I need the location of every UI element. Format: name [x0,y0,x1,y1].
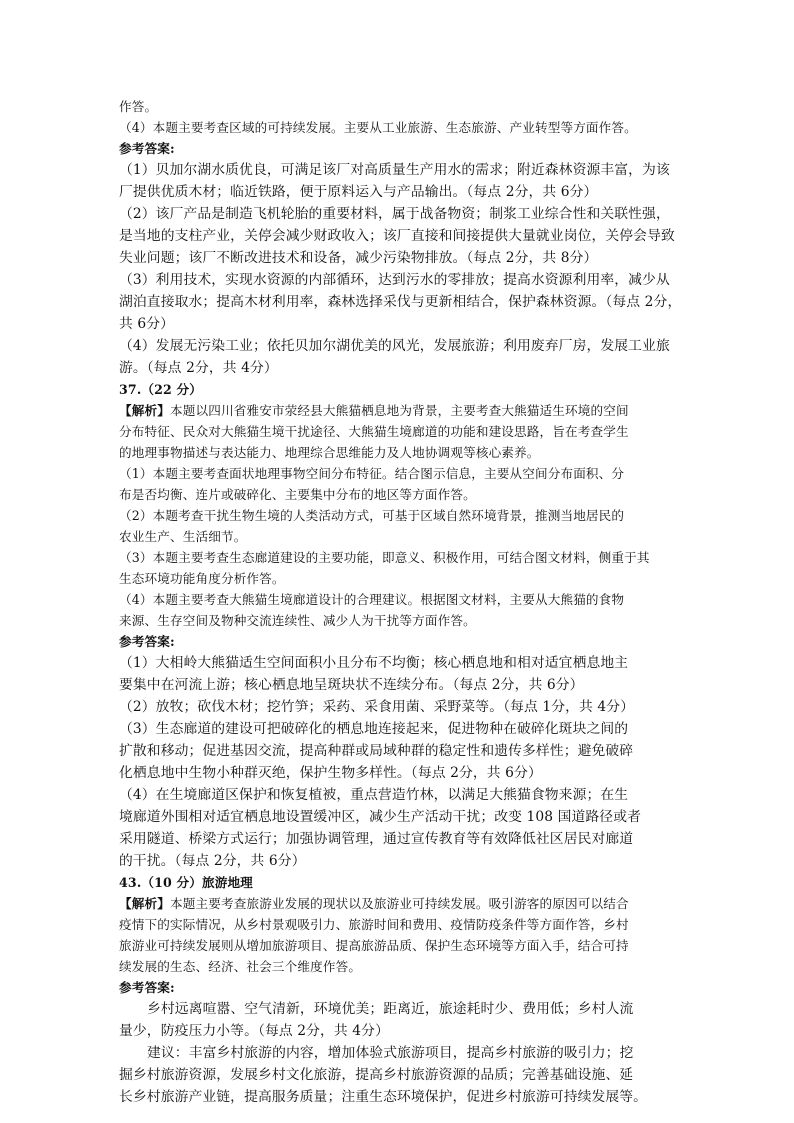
analysis-line: 的地理事物描述与表达能力、地理综合思维能力及人地协调观等核心素养。 [119,445,540,460]
answer-line: （2）放牧；砍伐木材；挖竹笋；采药、采食用菌、采野菜等。（每点 1分，共 4分） [119,699,635,715]
answer-line: 共 6分） [119,316,175,332]
answer-line: 湖泊直接取水；提高木材利用率，森林选择采伐与更新相结合，保护森林资源。（每点 2分， [119,294,682,310]
analysis-line: （2）本题考查干扰生物生境的人类活动方式，可基于区域自然环境背景，推测当地居民的 [119,508,625,523]
analysis-line: 来源、生存空间及物种交流连续性、减少人为干扰等方面作答。 [119,613,476,628]
answer-line: 化栖息地中生物小种群灭绝，保护生物多样性。（每点 2分，共 6分） [119,765,542,781]
answer-line: 厂提供优质木材；临近铁路，便于原料运入与产品输出。（每点 2分，共 6分） [119,184,598,200]
analysis-line [119,400,684,421]
answer-line: 建议：丰富乡村旅游的内容，增加体验式旅游项目，提高乡村旅游的吸引力；挖 [147,1045,634,1061]
answer-line: 要集中在河流上游；核心栖息地呈斑块状不连续分布。（每点 2分，共 6分） [119,677,584,693]
analysis-line: 旅游业可持续发展则从增加旅游项目、提高旅游品质、保护生态环境等方面入手，结合可持 [119,938,629,953]
answer-heading: 参考答案: [119,141,175,156]
answer-line: 游。（每点 2分，共 4分） [119,360,278,376]
answer-heading: 参考答案: [119,634,175,649]
answer-line: 是当地的支柱产业，关停会减少财政收入；该厂直接和间接提供大量就业岗位，关停会导致 [119,228,675,244]
answer-line: （4）在生境廊道区保护和恢复植被，重点营造竹林，以满足大熊猫食物来源；在生 [119,787,629,803]
answer-line: 境廊道外围相对适宜栖息地设置缓冲区，减少生产活动干扰；改变 108 国道路径或者 [119,809,641,825]
analysis-tag: 【解析】 [119,896,170,911]
answer-line: （4）发展无污染工业；依托贝加尔湖优美的风光，发展旅游；利用废弃厂房，发展工业旅 [119,338,670,354]
analysis-line: （4）本题主要考查大熊猫生境廊道设计的合理建议。根据图文材料，主要从大熊猫的食物 [119,592,625,607]
analysis-text: 本题主要考查旅游业发展的现状以及旅游业可持续发展。吸引游客的原因可以结合 [169,896,629,911]
answer-line: 量少，防疫压力小等。（每点 2分，共 4分） [119,1023,389,1039]
answer-line: 掘乡村旅游资源，发展乡村文化旅游，提高乡村旅游资源的品质；完善基础设施、延 [119,1067,634,1083]
analysis-line: （1）本题主要考查面状地理事物空间分布特征。结合图示信息，主要从空间分布面积、分 [119,466,625,481]
answer-line: 失业问题；该厂不断改进技术和设备，减少污染物排放。（每点 2分，共 8分） [119,250,598,266]
answer-line: 扩散和移动；促进基因交流，提高种群或局域种群的稳定性和遗传多样性；避免破碎 [119,743,634,759]
answer-line: （3）生态廊道的建设可把破碎化的栖息地连接起来，促进物种在破碎化斑块之间的 [119,721,629,737]
analysis-line [119,893,684,914]
answer-line: （3）利用技术，实现水资源的内部循环，达到污水的零排放；提高水资源利用率，减少从 [119,272,670,288]
answer-line: 的干扰。（每点 2分，共 6分） [119,853,306,869]
answer-line: 采用隧道、桥梁方式运行；加强协调管理，通过宣传教育等有效降低社区居民对廊道 [119,831,634,847]
answer-heading: 参考答案: [119,980,175,995]
answer-line: 乡村远离喧嚣、空气清新，环境优美；距离近，旅途耗时少、费用低；乡村人流 [147,1001,634,1017]
analysis-line: 生态环境功能角度分析作答。 [119,571,285,586]
analysis-tag: 【解析】 [119,403,170,418]
analysis-line: 疫情下的实际情况，从乡村景观吸引力、旅游时间和费用、疫情防疫条件等方面作答，乡村 [119,917,629,932]
question-heading: 37.（22 分） [119,382,202,397]
answer-line: （1）贝加尔湖水质优良，可满足该厂对高质量生产用水的需求；附近森林资源丰富，为该 [119,162,670,178]
question-heading: 43.（10 分）旅游地理 [119,875,253,890]
analysis-line: 分布特征、民众对大熊猫生境干扰途径、大熊猫生境廊道的功能和建设思路，旨在考查学生 [119,424,629,439]
analysis-line: 续发展的生态、经济、社会三个维度作答。 [119,959,362,974]
analysis-line: （3）本题主要考查生态廊道建设的主要功能，即意义、积极作用，可结合图文材料，侧重于其 [119,550,650,565]
answer-line: （1）大相岭大熊猫适生空间面积小且分布不均衡；核心栖息地和相对适宜栖息地主 [119,655,629,671]
answer-line: 长乡村旅游产业链，提高服务质量；注重生态环境保护，促进乡村旅游可持续发展等。 [119,1089,648,1105]
analysis-line: 农业生产、生活细节。 [119,529,247,544]
analysis-text: 本题以四川省雅安市荥经县大熊猫栖息地为背景，主要考查大熊猫适生环境的空间 [169,403,629,418]
text-line: 作答。 [119,99,158,114]
analysis-line: 布是否均衡、连片或破碎化、主要集中分布的地区等方面作答。 [119,487,476,502]
text-line: （4）本题主要考查区域的可持续发展。主要从工业旅游、生态旅游、产业转型等方面作答。 [119,120,637,135]
answer-line: （2）该厂产品是制造飞机轮胎的重要材料，属于战备物资；制浆工业综合性和关联性强， [119,206,670,222]
